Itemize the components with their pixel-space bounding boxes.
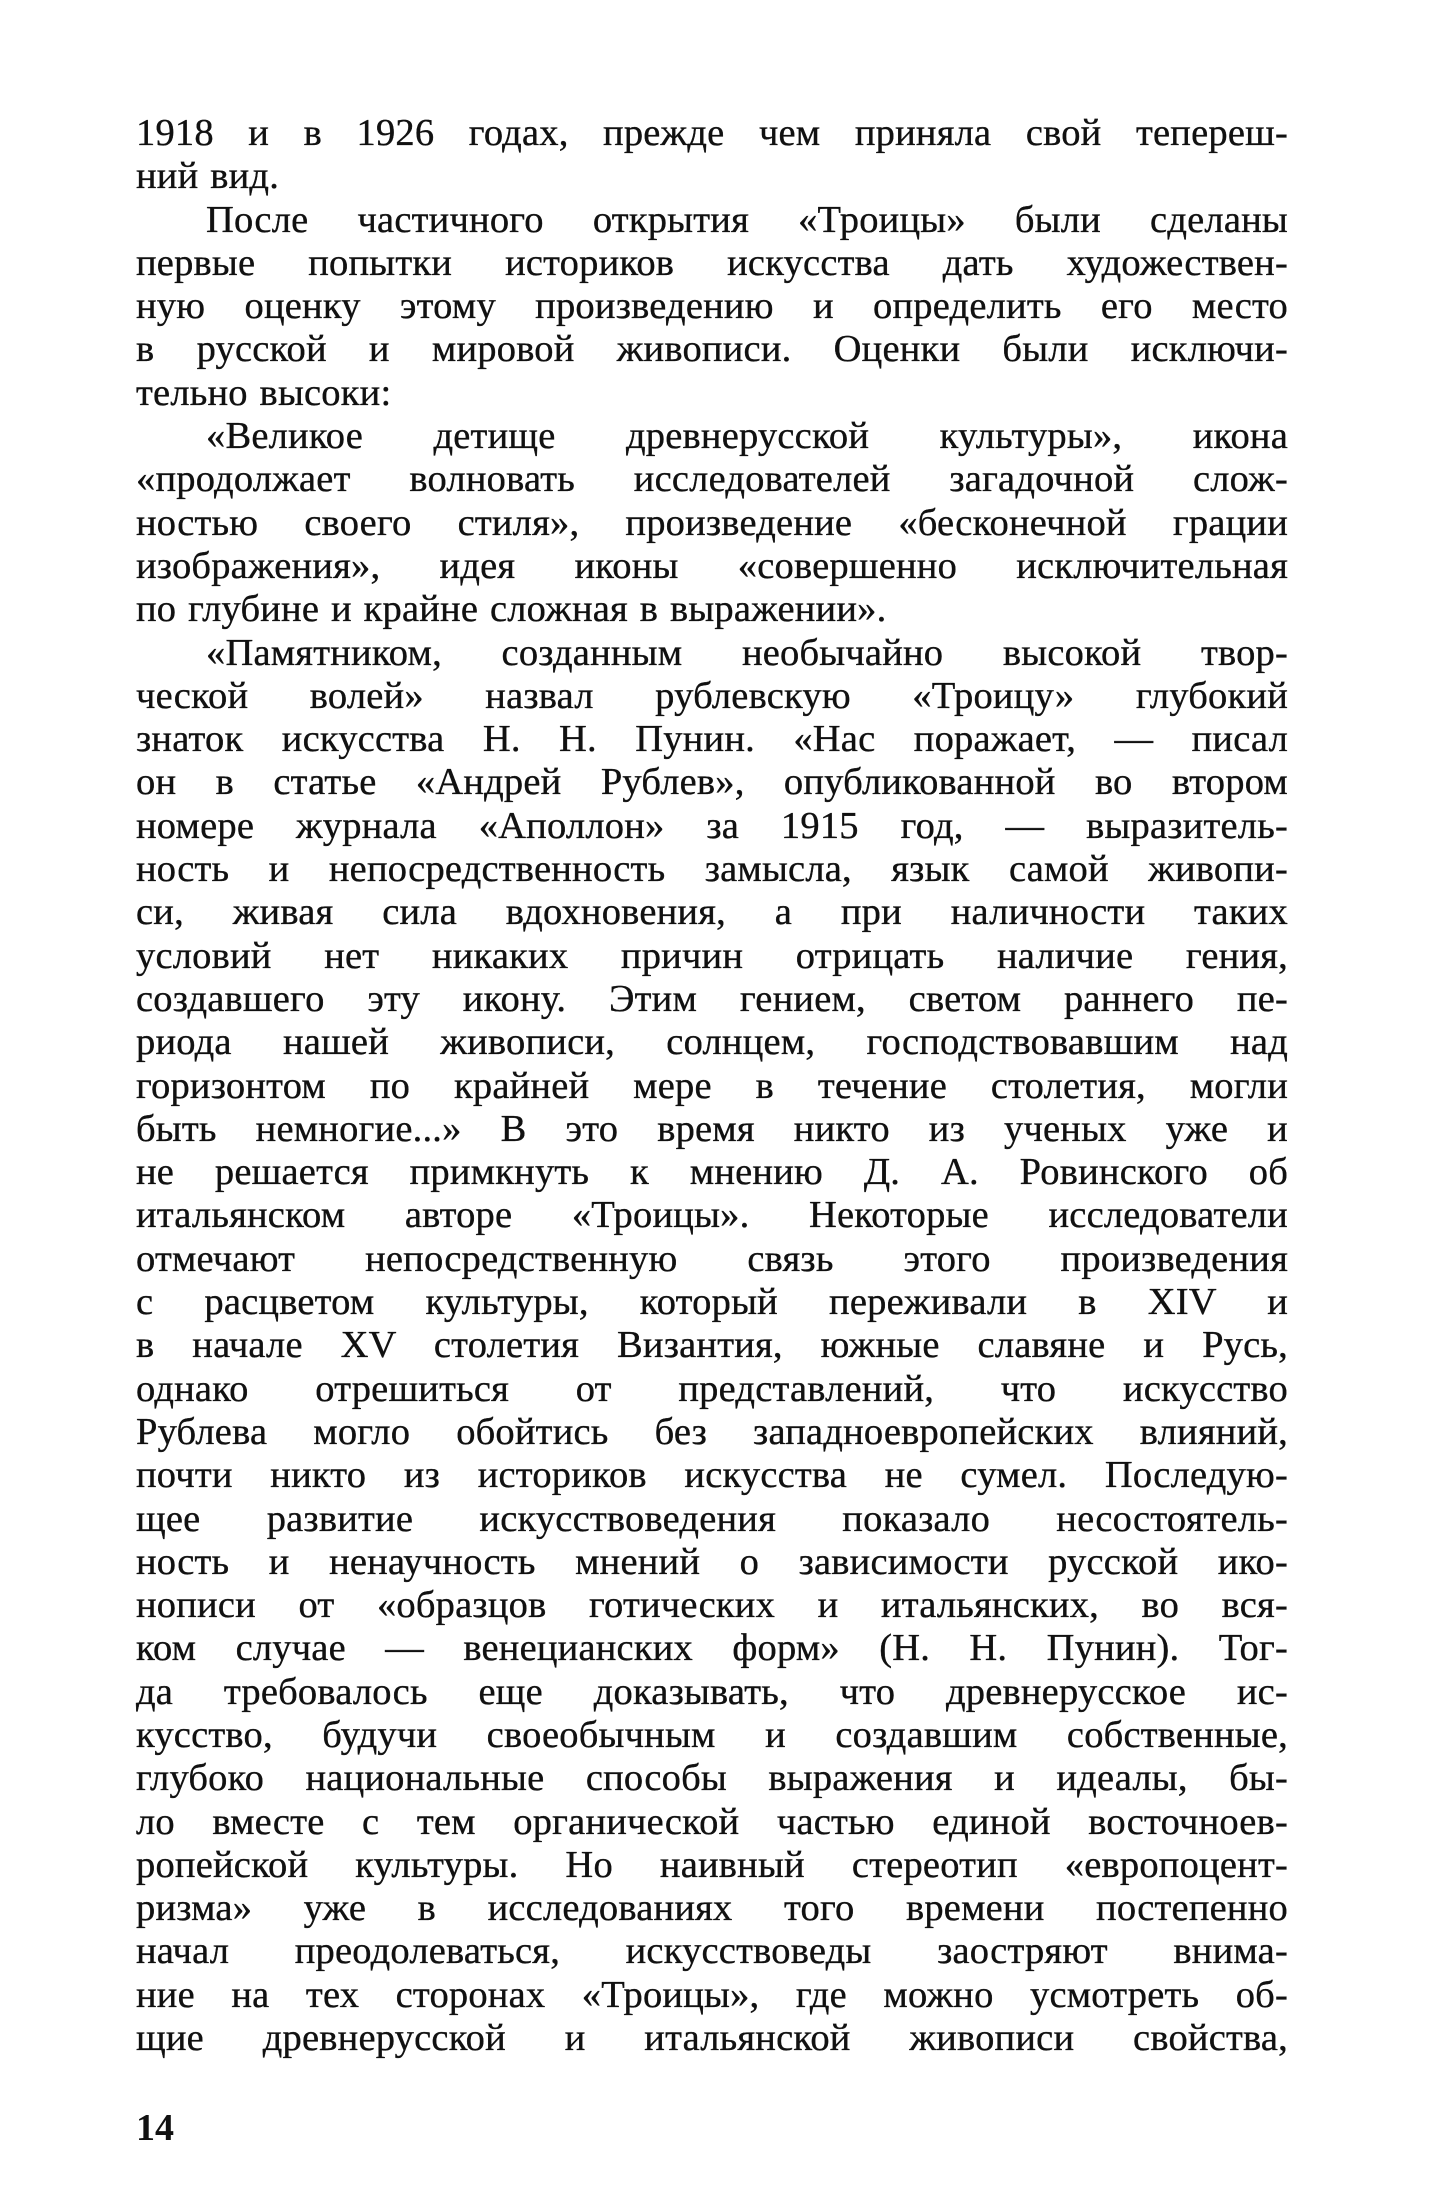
text-line: создавшего эту икону. Этим гением, светом раннего пе-: [136, 977, 1288, 1020]
text-line: по глубине и крайне сложная в выражении».: [136, 588, 887, 631]
text-line: да требовалось еще доказывать, что древнерусское ис-: [136, 1670, 1288, 1713]
text-line: си, живая сила вдохновения, а при наличности таких: [136, 891, 1288, 934]
text-line: ную оценку этому произведению и определить его место: [136, 285, 1288, 328]
text-line: условий нет никаких причин отрицать наличие гения,: [136, 934, 1288, 977]
text-line: начал преодолеваться, искусствоведы заостряют внима-: [136, 1930, 1288, 1973]
text-line: риода нашей живописи, солнцем, господствовавшим над: [136, 1021, 1288, 1064]
text-line: не решается примкнуть к мнению Д. А. Ровинского об: [136, 1151, 1288, 1194]
text-line: ностью своего стиля», произведение «бесконечной грации: [136, 501, 1288, 544]
text-line: ность и ненаучность мнений о зависимости русской ико-: [136, 1540, 1288, 1583]
text-line: тельно высоки:: [136, 371, 392, 414]
text-line: в начале XV столетия Византия, южные славяне и Русь,: [136, 1324, 1288, 1367]
text-line: однако отрешиться от представлений, что искусство: [136, 1367, 1288, 1410]
text-line: в русской и мировой живописи. Оценки были исключи-: [136, 328, 1288, 371]
text-line: ризма» уже в исследованиях того времени постепенно: [136, 1887, 1288, 1930]
text-line: ческой волей» назвал рублевскую «Троицу» глубокий: [136, 674, 1288, 717]
text-line: ность и непосредственность замысла, язык самой живопи-: [136, 848, 1288, 891]
text-line: ний вид.: [136, 155, 280, 198]
text-line: он в статье «Андрей Рублев», опубликованной во втором: [136, 761, 1288, 804]
text-line: быть немногие...» В это время никто из ученых уже и: [136, 1107, 1288, 1150]
text-line: щее развитие искусствоведения показало несостоятель-: [136, 1497, 1288, 1540]
text-line: итальянском авторе «Троицы». Некоторые исследователи: [136, 1194, 1288, 1237]
text-line: глубоко национальные способы выражения и идеалы, бы-: [136, 1757, 1288, 1800]
text-line: ло вместе с тем органической частью единой восточноев-: [136, 1800, 1288, 1843]
page-body: [136, 112, 1288, 2060]
text-line: горизонтом по крайней мере в течение столетия, могли: [136, 1064, 1288, 1107]
text-line: Рублева могло обойтись без западноевропейских влияний,: [136, 1410, 1288, 1453]
text-line: «Памятником, созданным необычайно высокой твор-: [206, 631, 1288, 674]
page-number: 14: [136, 2107, 174, 2149]
text-line: номере журнала «Аполлон» за 1915 год, — выразитель-: [136, 804, 1288, 847]
text-line: ком случае — венецианских форм» (Н. Н. Пунин). Тог-: [136, 1627, 1288, 1670]
text-line: знаток искусства Н. Н. Пунин. «Нас поражает, — писал: [136, 718, 1288, 761]
text-line: с расцветом культуры, который переживали в XIV и: [136, 1281, 1288, 1324]
text-line: 1918 и в 1926 годах, прежде чем приняла свой тепереш-: [136, 112, 1288, 154]
text-line: почти никто из историков искусства не сумел. Последую-: [136, 1454, 1288, 1497]
text-line: «продолжает волновать исследователей загадочной слож-: [136, 458, 1288, 501]
text-line: кусство, будучи своеобычным и создавшим собственные,: [136, 1713, 1288, 1756]
text-line: щие древнерусской и итальянской живописи свойства,: [136, 2017, 1288, 2060]
text-line: ние на тех сторонах «Троицы», где можно усмотреть об-: [136, 1973, 1288, 2016]
text-line: «Великое детище древнерусской культуры», икона: [206, 415, 1288, 458]
text-line: изображения», идея иконы «совершенно исключительная: [136, 544, 1288, 587]
text-line: После частичного открытия «Троицы» были сделаны: [206, 198, 1288, 241]
text-line: первые попытки историков искусства дать художествен-: [136, 241, 1288, 284]
text-line: нописи от «образцов готических и итальянских, во вся-: [136, 1584, 1288, 1627]
text-line: отмечают непосредственную связь этого произведения: [136, 1237, 1288, 1280]
text-line: ропейской культуры. Но наивный стереотип «европоцент-: [136, 1843, 1288, 1886]
